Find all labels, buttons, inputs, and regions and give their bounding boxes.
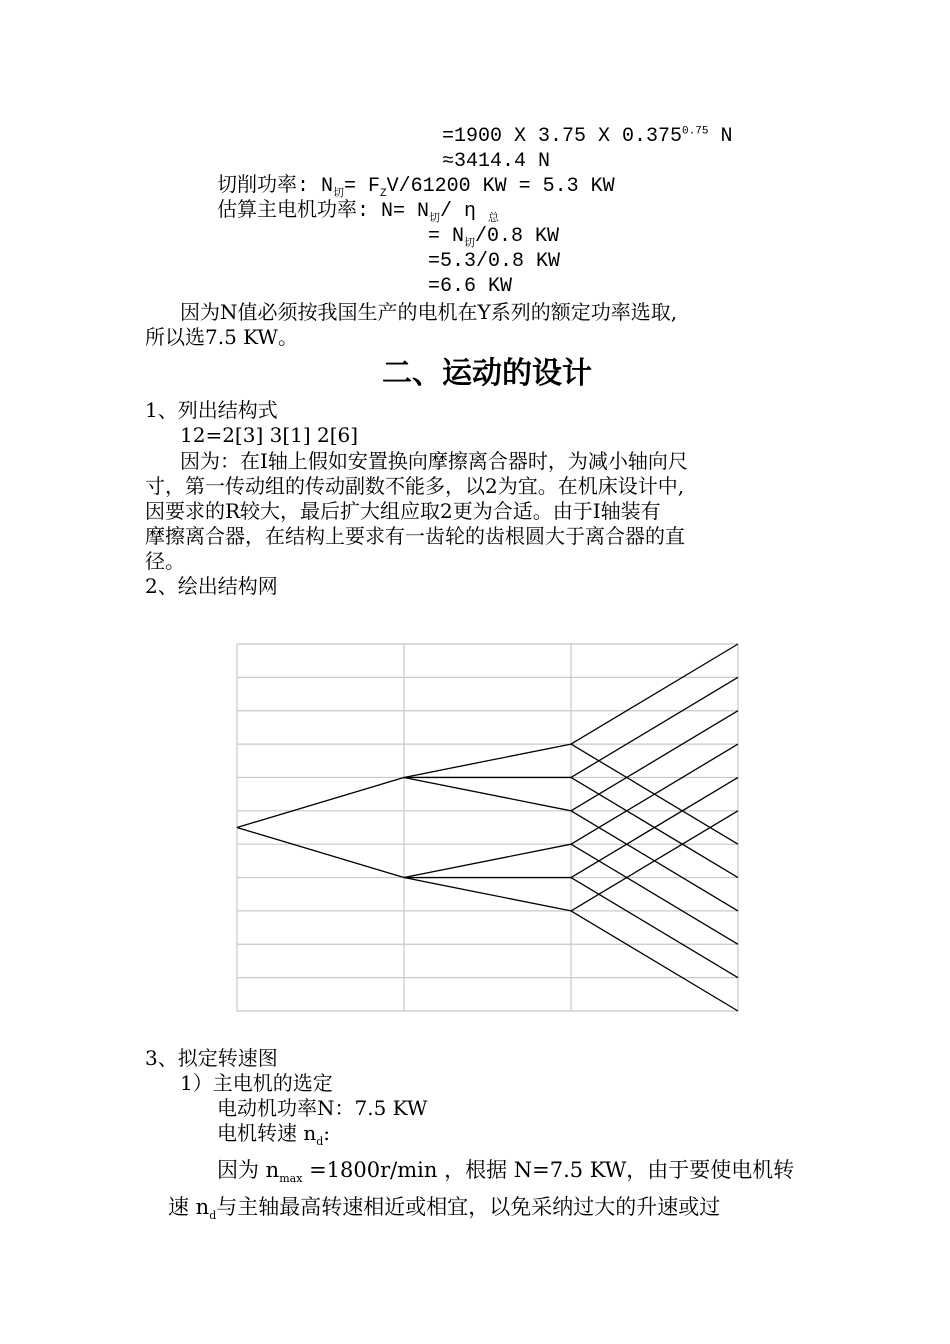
motor-step-1: = $N_切/0.8$ KW	[428, 225, 560, 250]
motor-step-2: =5.3/0.8 KW	[428, 250, 561, 273]
paragraph-line: 所以选7.5 KW。	[145, 325, 298, 349]
subsection-heading: 1）主电机的选定	[180, 1071, 333, 1095]
net-line-group-3	[571, 711, 738, 811]
net-lines	[237, 644, 738, 1011]
motor-step-3: =6.6 KW	[428, 275, 513, 298]
net-line-group-1	[237, 828, 404, 878]
net-line-group-3	[571, 911, 738, 1011]
paragraph-line: 摩擦离合器，在结构上要求有一齿轮的齿根圆大于离合器的直	[145, 524, 685, 548]
section-title: 二、运动的设计	[382, 356, 592, 391]
net-line-group-2	[404, 844, 571, 877]
structure-formula: 12=2[3] 3[1] 2[6]	[180, 423, 359, 447]
section1-heading: 1、列出结构式	[145, 398, 278, 422]
paragraph-line: 径。	[145, 549, 185, 573]
formula-line-2: ≈3414.4 N	[442, 150, 551, 173]
motor-speed-line: 电机转速 $n_d$:	[217, 1121, 331, 1148]
motor-power-line: 电动机功率N：7.5 KW	[217, 1096, 428, 1120]
net-line-group-3	[571, 677, 738, 777]
grid	[237, 644, 738, 1011]
net-line-group-1	[237, 777, 404, 827]
paragraph-line: 因要求的R较大，最后扩大组应取2更为合适。由于I轴装有	[145, 499, 661, 523]
net-line-group-3	[571, 844, 738, 944]
paragraph-line: 因为N值必须按我国生产的电机在Y系列的额定功率选取,	[180, 300, 678, 324]
structure-net-diagram	[236, 643, 740, 1013]
cut-power-line: 切削功率: $N_切= F_ZV/61200$ KW = 5.3 KW	[217, 175, 615, 200]
section3-heading: 3、拟定转速图	[145, 1046, 278, 1070]
paragraph-line: 因为：在I轴上假如安置换向摩擦离合器时，为减小轴向尺	[180, 449, 688, 473]
net-line-group-3	[571, 644, 738, 744]
paragraph-line: 速 $n_d$与主轴最高转速相近或相宜，以免采纳过大的升速或过	[168, 1195, 721, 1223]
net-line-group-2	[404, 878, 571, 911]
net-line-group-2	[404, 777, 571, 810]
section2-heading: 2、绘出结构网	[145, 574, 278, 598]
formula-line-1: =1900 X 3.75 X $0.375^{0.75}$ N	[442, 125, 733, 148]
paragraph-line: 寸，第一传动组的传动副数不能多，以2为宜。在机床设计中,	[145, 474, 685, 498]
net-line-group-3	[571, 878, 738, 978]
net-line-group-2	[404, 744, 571, 777]
motor-estimate-line: 估算主电机功率: $N= N_切/$ η $_总$	[217, 200, 500, 225]
paragraph-line: 因为 $n_{max} =1800r/\min$ ，根据 N=7.5 KW，由于要使电机转	[217, 1158, 795, 1186]
